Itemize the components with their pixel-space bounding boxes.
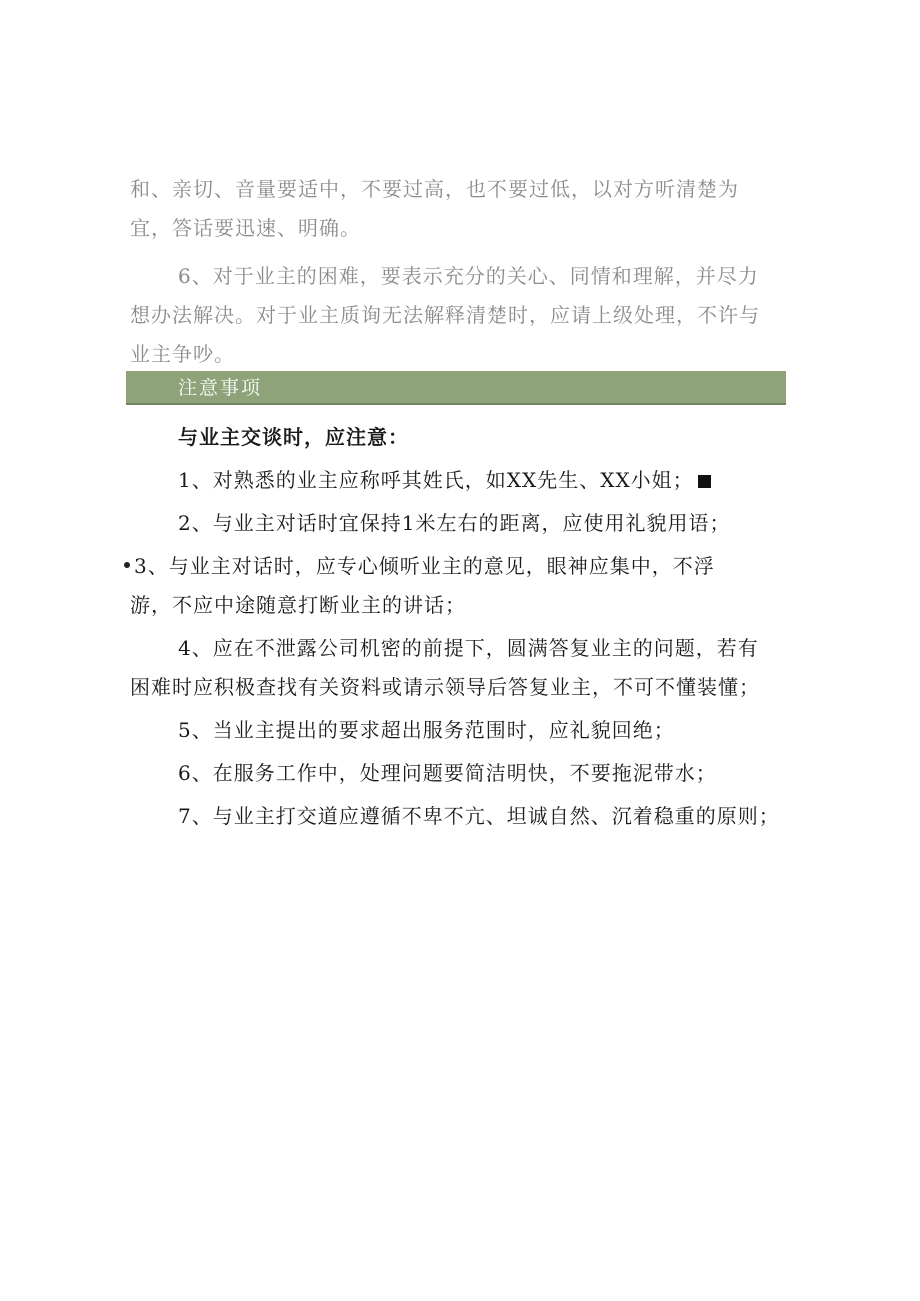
square-marker-icon (698, 475, 711, 488)
section-header-bar (126, 371, 786, 405)
paragraph-5-continued (130, 170, 790, 248)
note-item-text: 7、与业主打交道应遵循不卑不亢、坦诚自然、沉着稳重的原则； (178, 804, 780, 828)
note-item-text: 游，不应中途随意打断业主的讲话； (130, 593, 466, 617)
note-item-text: 5、当业主提出的要求超出服务范围时，应礼貌回绝； (178, 718, 675, 742)
section-title: 注意事项 (178, 377, 263, 399)
continued-paragraph (130, 170, 790, 374)
note-item-6 (130, 754, 790, 793)
note-item-text: 4、应在不泄露公司机密的前提下，圆满答复业主的问题，若有 (178, 636, 759, 660)
paragraph-line: 业主争吵。 (130, 342, 235, 366)
paragraph-line: 和、亲切、音量要适中，不要过高，也不要过低，以对方听清楚为 (130, 177, 739, 201)
note-item-text-content: 1、对熟悉的业主应称呼其姓氏，如XX先生、XX小姐； (178, 468, 694, 492)
note-item-1 (130, 461, 790, 500)
note-item-text: 6、在服务工作中，处理问题要简洁明快，不要拖泥带水； (178, 761, 717, 785)
note-item-text: 2、与业主对话时宜保持1米左右的距离，应使用礼貌用语； (178, 511, 731, 535)
bullet-dot-icon (124, 562, 130, 568)
paragraph-line: 宜，答话要迅速、明确。 (130, 216, 361, 240)
note-item-4 (130, 629, 790, 707)
note-item-7 (130, 797, 790, 836)
paragraph-line: 想办法解决。对于业主质询无法解释清楚时，应请上级处理，不许与 (130, 303, 760, 327)
notes-heading-paragraph (130, 418, 790, 457)
note-item-5 (130, 711, 790, 750)
note-item-text (124, 547, 790, 586)
note-item-text-content: 3、与业主对话时，应专心倾听业主的意见，眼神应集中，不浮 (134, 554, 715, 578)
paragraph-6 (130, 257, 790, 374)
notes-heading: 与业主交谈时，应注意： (178, 425, 409, 449)
note-item-2 (130, 504, 790, 543)
note-item-text: 困难时应积极查找有关资料或请示领导后答复业主，不可不懂装懂； (130, 675, 760, 699)
note-item-text (178, 461, 790, 500)
note-item-3 (130, 547, 790, 625)
paragraph-line: 6、对于业主的困难，要表示充分的关心、同情和理解，并尽力 (178, 264, 759, 288)
notes-list (130, 418, 790, 836)
